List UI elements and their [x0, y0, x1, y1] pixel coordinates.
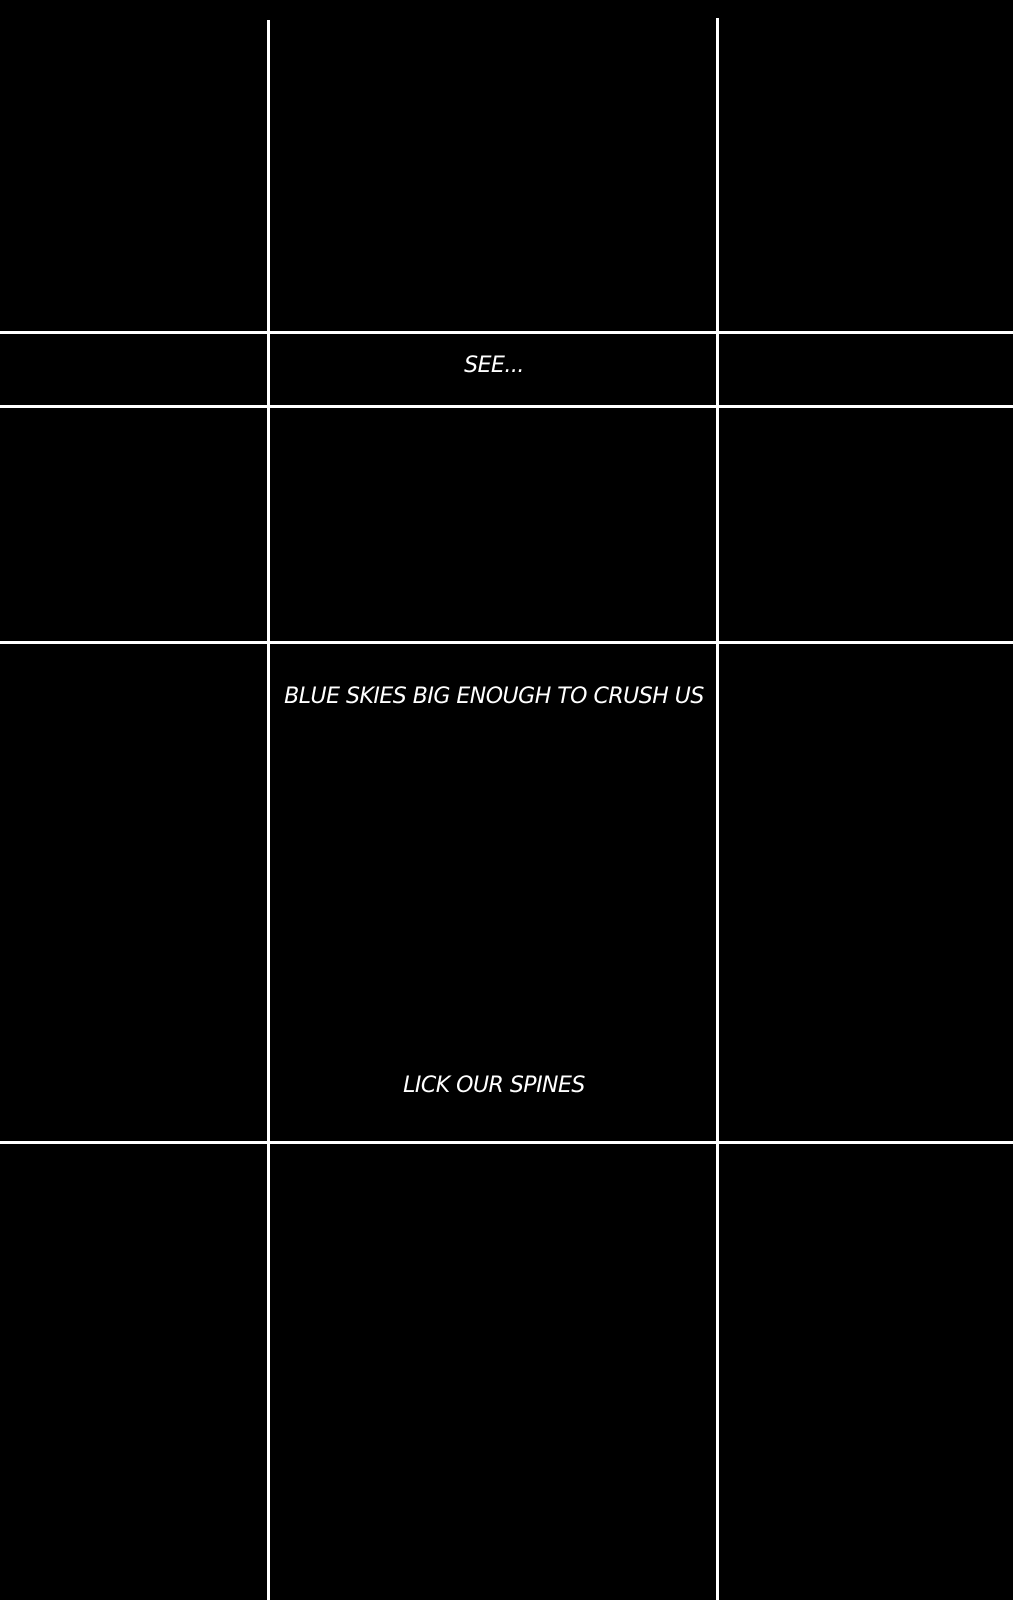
vertical-gutter-right [716, 18, 719, 1600]
caption-blue-skies: BLUE SKIES BIG ENOUGH TO CRUSH US [284, 684, 704, 709]
horizontal-gutter-2 [0, 405, 1013, 408]
caption-lick-our-spines: LICK OUR SPINES [403, 1073, 585, 1098]
horizontal-gutter-3 [0, 641, 1013, 644]
vertical-gutter-left [267, 20, 270, 1600]
horizontal-gutter-1 [0, 331, 1013, 334]
caption-see: SEE... [464, 353, 524, 378]
horizontal-gutter-4 [0, 1141, 1013, 1144]
